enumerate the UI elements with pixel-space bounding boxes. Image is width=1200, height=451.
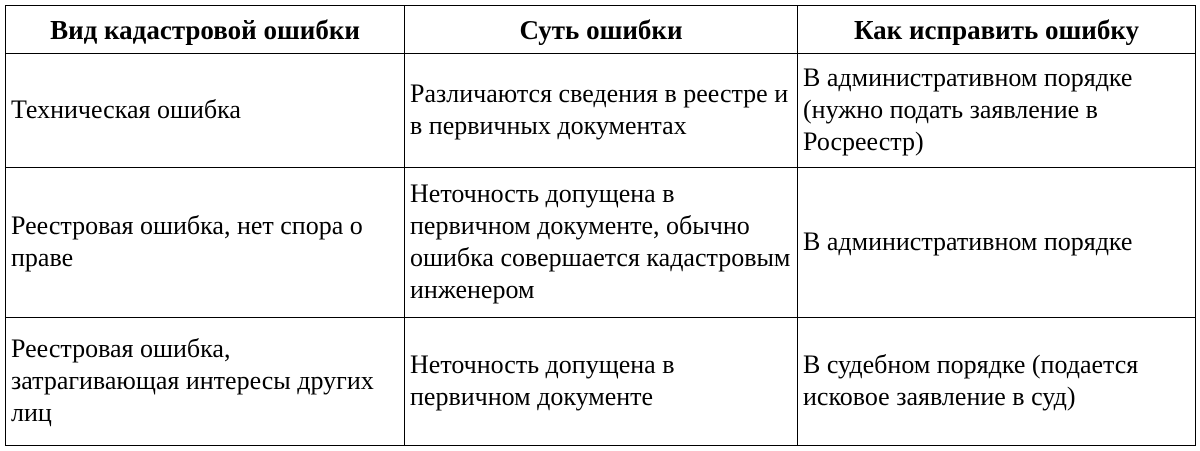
cell-error-type: Техническая ошибка <box>6 54 405 168</box>
table-header <box>6 6 1196 54</box>
table-row <box>6 54 1196 168</box>
header-error-type: Вид кадастровой ошибки <box>6 6 405 54</box>
cell-error-essence: Различаются сведения в реестре и в первичных документах <box>405 54 798 168</box>
header-error-essence: Суть ошибки <box>405 6 798 54</box>
table-row <box>6 318 1196 446</box>
table-body <box>6 54 1196 446</box>
cell-how-to-fix: В судебном порядке (подается исковое заявление в суд) <box>798 318 1196 446</box>
cell-how-to-fix: В административном порядке (нужно подать заявление в Росреестр) <box>798 54 1196 168</box>
cell-how-to-fix: В административном порядке <box>798 168 1196 318</box>
cell-error-type: Реестровая ошибка, нет спора о праве <box>6 168 405 318</box>
table-row <box>6 168 1196 318</box>
cell-error-essence: Неточность допущена в первичном документе <box>405 318 798 446</box>
cell-error-type: Реестровая ошибка, затрагивающая интересы других лиц <box>6 318 405 446</box>
cadastral-errors-table <box>5 5 1196 446</box>
header-row <box>6 6 1196 54</box>
cell-error-essence: Неточность допущена в первичном документе, обычно ошибка совершается кадастровым инженером <box>405 168 798 318</box>
header-how-to-fix: Как исправить ошибку <box>798 6 1196 54</box>
